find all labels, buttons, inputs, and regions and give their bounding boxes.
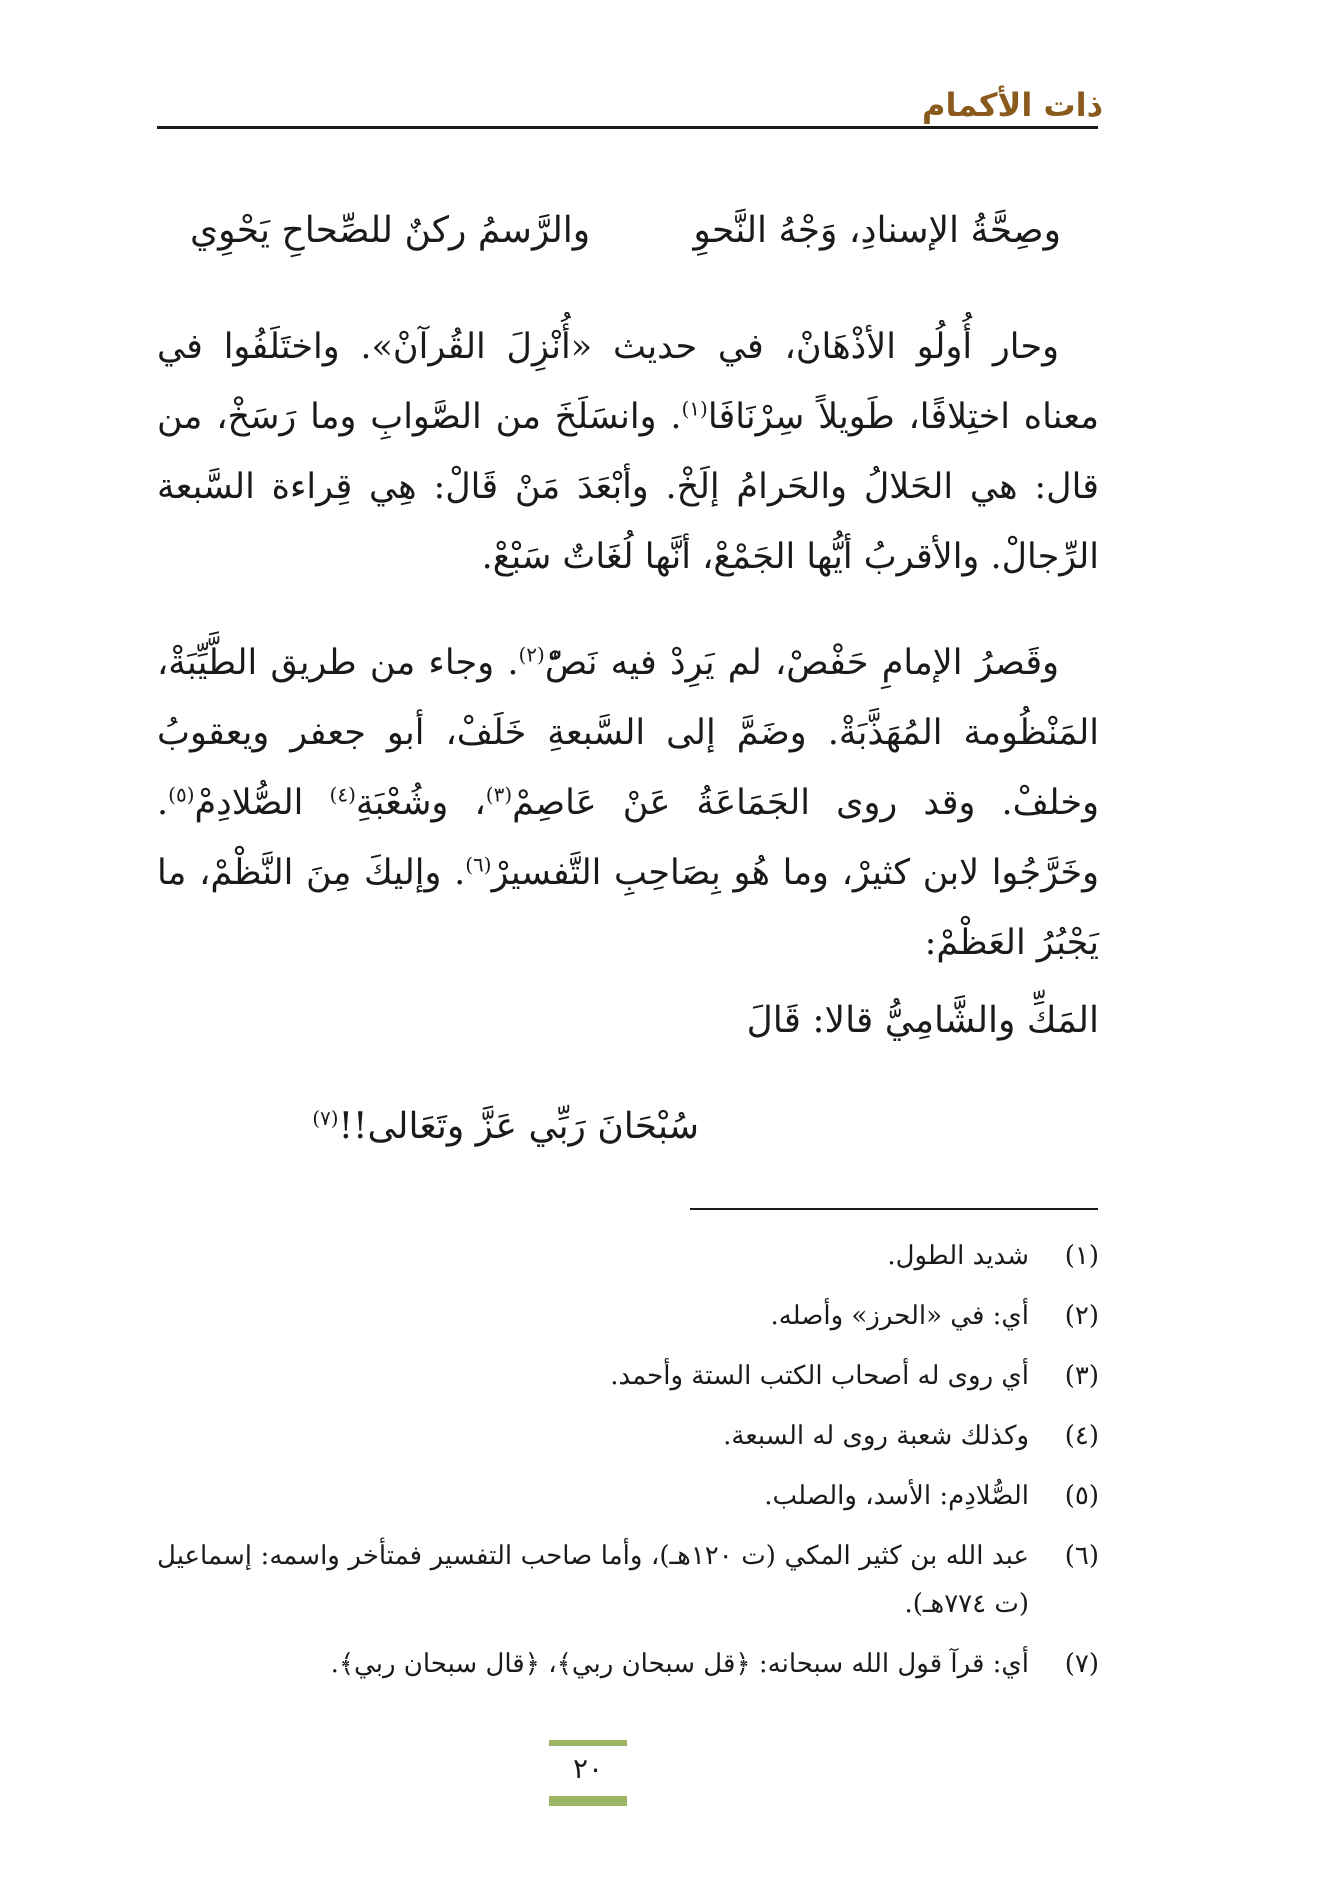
- footnote-number: (٣): [1064, 1361, 1099, 1391]
- footnote-text: أي: في «الحرز» وأصله.: [770, 1301, 1029, 1331]
- footnote-item: [157, 1292, 1099, 1340]
- footnote-text: الصُّلادِم: الأسد، والصلب.: [764, 1481, 1029, 1511]
- footnote-text: أي روى له أصحاب الكتب الستة وأحمد.: [610, 1361, 1029, 1391]
- poem-line-2-text: سُبْحَانَ رَبِّي عَزَّ وتَعَالى!!: [338, 1106, 699, 1147]
- paragraph-2-text-c: ، وشُعْبَةِ: [355, 783, 486, 823]
- running-header-title: ذات الأكمام: [921, 86, 1103, 124]
- footnote-item: [157, 1640, 1099, 1688]
- header-rule: [157, 126, 1098, 129]
- footnote-item: [157, 1412, 1099, 1460]
- footnote-ref-1[interactable]: (١): [681, 396, 708, 421]
- page-number-bar-top: [549, 1740, 627, 1746]
- poem-line-2: [312, 1106, 699, 1147]
- paragraph-1: [157, 312, 1099, 592]
- footnote-ref-5[interactable]: (٥): [168, 782, 195, 807]
- paragraph-2-text-f: . وإليكَ مِنَ النَّظْمْ، ما يَجْبُرُ العَظْمْ:: [157, 853, 1099, 963]
- poem-line-1: المَكِّ والشَّامِيُّ قالا: قَالَ: [746, 1000, 1099, 1041]
- footnote-ref-4[interactable]: (٤): [329, 782, 356, 807]
- footnote-text: أي: قرآ قول الله سبحانه: ﴿قل سبحان ربي﴾، ﴿قال سبحان ربي﴾.: [330, 1649, 1029, 1679]
- verse-line: [190, 210, 1061, 251]
- footnote-text: عبد الله بن كثير المكي (ت ١٢٠هـ)، وأما صاحب التفسير فمتأخر واسمه: إسماعيل (ت ٧٧٤هـ).: [157, 1541, 1029, 1619]
- footnote-number: (٤): [1064, 1421, 1099, 1451]
- footnote-text: وكذلك شعبة روى له السبعة.: [723, 1421, 1029, 1451]
- footnote-item: [157, 1532, 1099, 1628]
- page-number-bar-bottom: [549, 1796, 627, 1806]
- footnote-number: (١): [1064, 1241, 1099, 1271]
- verse-hemistich-right: وصِحَّةُ الإسنادِ، وَجْهُ النَّحوِ: [693, 210, 1061, 251]
- paragraph-1-text-b: . وانسَلَخَ من الصَّوابِ وما رَسَخْ، من قال: هي الحَلالُ والحَرامُ إلَخْ. وأبْعَدَ مَنْ قَالْ: هِي قِراءة السَّبعة الرِّجالْ. والأقربُ أيُّها الجَمْعْ، أنَّها لُغَاتٌ سَبْعْ.: [157, 397, 1099, 577]
- footnote-ref-7[interactable]: (٧): [312, 1106, 339, 1130]
- paragraph-2: [157, 628, 1099, 978]
- footnote-item: [157, 1232, 1099, 1280]
- paragraph-2-text-b: . وجاء من طريق الطَّيِّبَةْ، المَنْظُومة المُهَذَّبَةْ. وضَمَّ إلى السَّبعةِ خَلَفْ، أبو جعفر ويعقوبُ وخلفْ. وقد روى الجَمَاعَةُ عَنْ عَاصِمْ: [157, 643, 1099, 823]
- page-number: ٢٠: [572, 1752, 604, 1785]
- footnote-number: (٢): [1064, 1301, 1099, 1331]
- footnote-list: [157, 1232, 1099, 1700]
- paragraph-2-text-a: وقَصرُ الإمامِ حَفْصْ، لم يَرِدْ فيه نَصّْ: [544, 643, 1060, 683]
- paragraph-1-text-a: وحار أُولُو الأذْهَانْ، في حديث «أُنْزِلَ القُرآنْ». واختَلَفُوا في معناه اختِلافًا، طَويلاً سِرْنَافَا: [157, 327, 1099, 437]
- footnote-separator: [690, 1208, 1098, 1210]
- footnote-number: (٦): [1064, 1541, 1099, 1571]
- paragraph-2-text-e: . وخَرَّجُوا لابن كثيرْ، وما هُو بِصَاحِبِ التَّفسيرْ: [157, 783, 1100, 893]
- verse-hemistich-left: والرَّسمُ ركنٌ للصِّحاحِ يَحْوِي: [190, 210, 591, 251]
- footnote-item: [157, 1352, 1099, 1400]
- footnote-ref-3[interactable]: (٣): [485, 782, 513, 807]
- footnote-number: (٧): [1064, 1649, 1099, 1679]
- footnote-item: [157, 1472, 1099, 1520]
- footnote-text: شديد الطول.: [887, 1241, 1029, 1271]
- footnote-number: (٥): [1064, 1481, 1099, 1511]
- paragraph-2-text-d: الصُّلادِمْ: [194, 783, 330, 823]
- footnote-ref-6[interactable]: (٦): [465, 852, 492, 877]
- footnote-ref-2[interactable]: (٢): [518, 642, 545, 667]
